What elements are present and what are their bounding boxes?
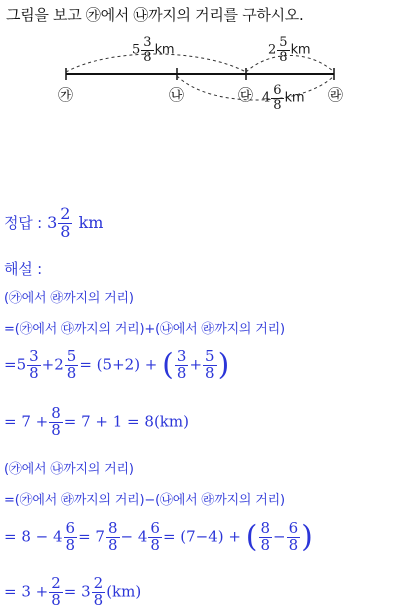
- point-na: ㉯: [169, 86, 185, 104]
- answer-line: 정답 : 3 $\frac{2}{8}$ km: [4, 204, 104, 241]
- solution-line-3: =5 $\frac{3}{8}$ +2 $\frac{5}{8}$ = (5+2) + ( $\frac{3}{8}$ + $\frac{5}{8}$ ): [4, 347, 230, 383]
- arc-label-na-ra: 4 $\frac{6}{8}$ km: [262, 83, 305, 113]
- arc-label-ga-da: 5 $\frac{3}{8}$ km: [132, 35, 175, 65]
- solution-line-6: =(㉮에서 ㉱까지의 거리)−(㉯에서 ㉱까지의 거리): [4, 493, 285, 508]
- solution-line-8: = 3 + $\frac{2}{8}$ = 3 $\frac{2}{8}$ (km): [4, 574, 142, 609]
- point-ra: ㉱: [328, 86, 344, 104]
- solution-line-5: (㉮에서 ㉯까지의 거리): [4, 462, 134, 477]
- solution-line-7: = 8 − 4 $\frac{6}{8}$ = 7 $\frac{8}{8}$ − 4 $\frac{6}{8}$ = (7−4) + ( $\frac{8}{8}$ − $\frac{6}{8}$ ): [4, 519, 313, 555]
- question-text: 그림을 보고 ㉮에서 ㉯까지의 거리를 구하시오.: [6, 6, 304, 24]
- arc-na-ra: [177, 76, 334, 100]
- solution-label: 해설 :: [4, 260, 43, 278]
- answer-label: 정답 :: [4, 213, 43, 232]
- solution-line-1: (㉮에서 ㉱까지의 거리): [4, 291, 134, 306]
- arc-label-da-ra: 2 $\frac{5}{8}$ km: [268, 35, 311, 65]
- point-da: ㉰: [238, 86, 254, 104]
- solution-line-4: = 7 + $\frac{8}{8}$ = 7 + 1 = 8(km): [4, 404, 189, 439]
- distance-diagram: [0, 28, 400, 128]
- solution-line-2: =(㉮에서 ㉰까지의 거리)+(㉯에서 ㉱까지의 거리): [4, 322, 285, 337]
- point-ga: ㉮: [58, 86, 74, 104]
